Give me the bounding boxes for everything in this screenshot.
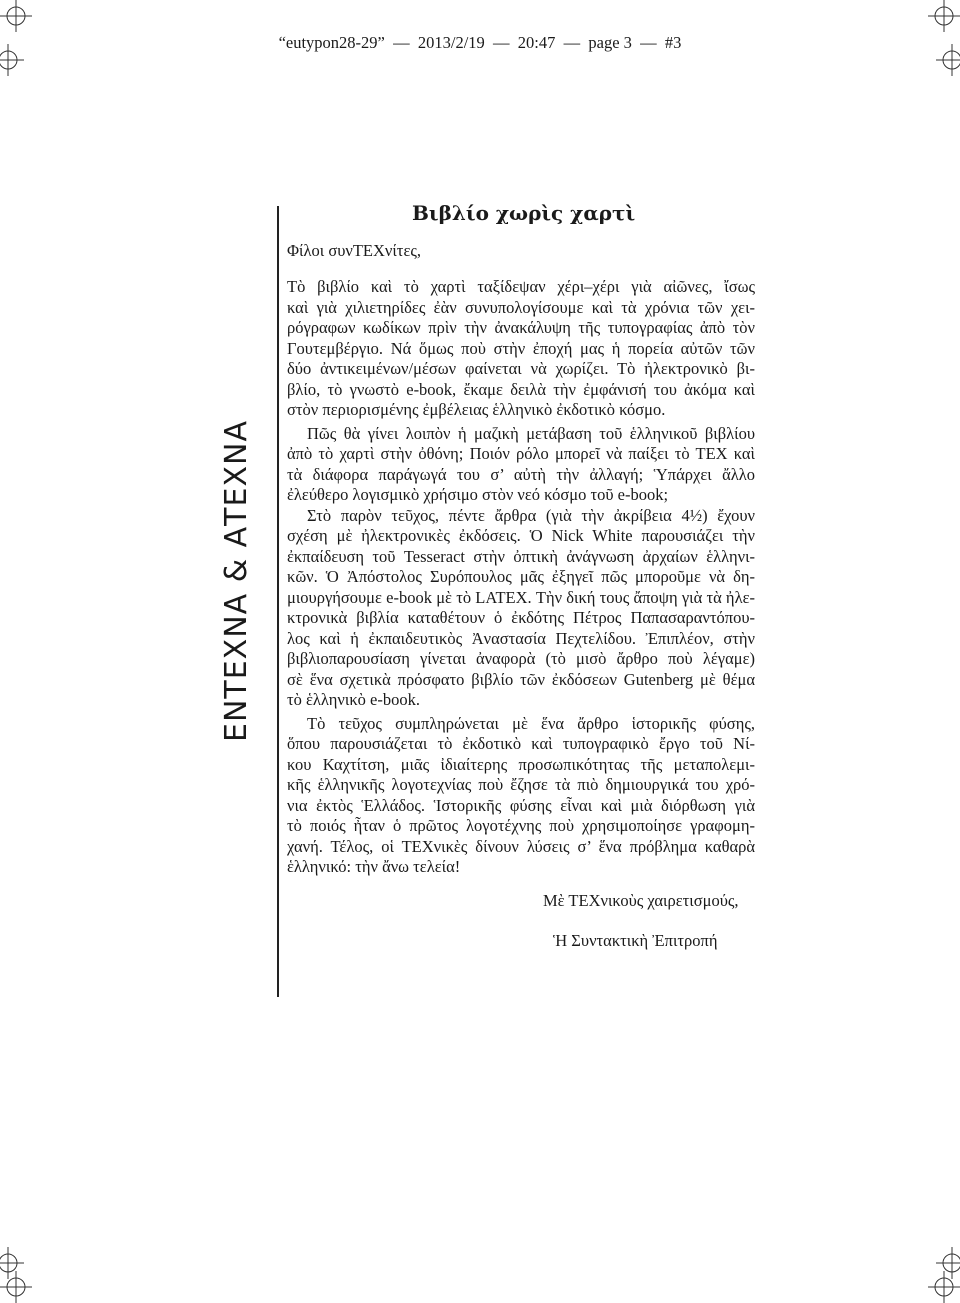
text-line: ἐλεύθερο λογισμικὸ χρήσιμο στὸν νεό κόσμο τοῦ e-book; (287, 485, 669, 504)
text-line: λος καὶ ἡ ἐκπαιδευτικὸς Ἀναστασία Πεχτελίδου. Ἐπιπλέον, στὴν (287, 628, 755, 648)
text-line: χανή. Τέλος, οἱ ΤΕΧνικὲς δίνουν λύσεις σ’ ἕνα πρόβλημα καθαρὰ (287, 836, 755, 856)
text-line: ρόγραφων κωδίκων πρὶν τὴν ἀνακάλυψη τῆς τυπογραφίας ἀπὸ τὸν (287, 318, 755, 337)
vertical-rule (277, 206, 279, 997)
article-body (287, 277, 755, 878)
text-line: ἀπὸ τὸ χαρτὶ στὴν ὀθόνη; Ποιόν ρόλο μπορεῖ νὰ παίξει τὸ ΤΕΧ καὶ (287, 444, 755, 463)
text-line: καὶ γιὰ χιλιετηρίδες ἐὰν συνυπολογίσουμε καὶ τὰ χρόνια τῶν χει- (287, 297, 755, 317)
text-line: ἑλληνικό: τὴν ἄνω τελεία! (287, 857, 461, 876)
article-title: Βιβλίο χωρὶς χαρτὶ (412, 201, 636, 225)
text-line: Γουτεμβέργιο. Νά ὅμως ποὺ στὴν ἐποχή μας ἡ πορεία αὐτῶν τῶν (287, 338, 755, 358)
text-line: σχέση μὲ ἠλεκτρονικὲς ἐκδόσεις. Ὁ Nick White παρουσιάζει τὴν (287, 526, 755, 545)
text-line: κτρονικὰ βιβλία καταθέτουν ὁ ἐκδότης Πέτρος Παπασαραντόπου- (287, 608, 755, 627)
text-line: βλίο, τὸ γνωστὸ e-book, ἔκαμε δειλὰ τὴν ἐμφάνισή του ἀκόμα καὶ (287, 379, 755, 399)
signature: Ἡ Συντακτικὴ Ἐπιτροπή (553, 931, 718, 950)
text-line: τὸ ἑλληνικὸ e-book. (287, 690, 420, 709)
paragraph (287, 714, 755, 878)
text-line: μιουργήσουμε e-book μὲ τὸ LATEX. Τὴν δική τους ἄποψη γιὰ τὰ ἠλε- (287, 587, 755, 607)
text-line: Πῶς θὰ γίνει λοιπὸν ἡ μαζικὴ μετάβαση τοῦ ἑλληνικοῦ βιβλίου (307, 423, 755, 443)
paragraph (287, 424, 755, 506)
text-line: Τὸ τεῦχος συμπληρώνεται μὲ ἕνα ἄρθρο ἱστορικῆς φύσης, (307, 713, 755, 733)
crop-mark-bottom-right-b (920, 1263, 960, 1303)
paragraph (287, 277, 755, 421)
text-line: σὲ ἕνα σχετικὰ πρόσφατο βιβλίο τῶν ἐκδόσεων Gutenberg μὲ θέμα (287, 669, 755, 689)
text-line: ὅπου παρουσιάζεται τὸ ἐκδοτικὸ καὶ τυπογραφικὸ ἔργο τοῦ Νί- (287, 734, 755, 753)
text-line: στὸν περιορισμένης ἐμβέλειας ἑλληνικὸ ἐκδοτικὸ κόσμο. (287, 400, 666, 419)
text-line: δύο ἀντικειμένων/μέσων φαίνεται νὰ χωρίζει. Τὸ ἠλεκτρονικὸ βι- (287, 359, 755, 378)
text-line: ἐκπαίδευση τοῦ Tesseract στὴν ὀπτικὴ ἀνάγνωση ἀρχαίων ἑλληνι- (287, 546, 755, 566)
text-line: νια ἐκτὸς Ἑλλάδος. Ἱστορικῆς φύσης εἶναι καὶ μιὰ διόρθωση γιὰ (287, 795, 755, 815)
paragraph (287, 506, 755, 711)
text-line: τὰ διάφορα παράγωγά του σ’ αὐτὴ τὴν ἀλλαγή; Ὑπάρχει ἄλλο (287, 464, 755, 484)
text-line: κῆς ἑλληνικῆς λογοτεχνίας ποὺ ἔζησε τὰ πιὸ δημιουργικά του χρό- (287, 775, 755, 794)
page-header: “eutypon28-29” — 2013/2/19 — 20:47 — page 3 — #3 (278, 33, 682, 52)
text-line: Τὸ βιβλίο καὶ τὸ χαρτὶ ταξίδεψαν χέρι–χέρι γιὰ αἰῶνες, ἴσως (287, 277, 755, 296)
text-line: βιβλιοπαρουσίαση γίνεται ἀναφορὰ (τὸ μισὸ ἄρθρο ποὺ λέγαμε) (287, 649, 755, 668)
text-line: τὸ ποιός ἦταν ὁ πρῶτος λογοτέχνης ποὺ χρησιμοποίησε γραφομη- (287, 816, 755, 835)
text-line: κου Καχτίτση, μιᾶς ἰδιαίτερης προσωπικότητας τῆς μεταπολεμι- (287, 754, 755, 774)
crop-mark-bottom-left-b (0, 1263, 40, 1303)
closing-line: Μὲ ΤΕΧνικοὺς χαιρετισμούς, (543, 891, 739, 910)
text-line: Στὸ παρὸν τεῦχος, πέντε ἄρθρα (γιὰ τὴν ἀκρίβεια 4½) ἔχουν (307, 505, 755, 525)
text-line: κῶν. Ὁ Ἀπόστολος Συρόπουλος μᾶς ἐξηγεῖ πῶς μποροῦμε νὰ δη- (287, 567, 755, 586)
section-sidebar-label: ΕΝΤΕΧΝΑ & ΑΤΕΧΝΑ (219, 420, 254, 742)
salutation: Φίλοι συνΤΕΧνίτες, (287, 241, 422, 260)
